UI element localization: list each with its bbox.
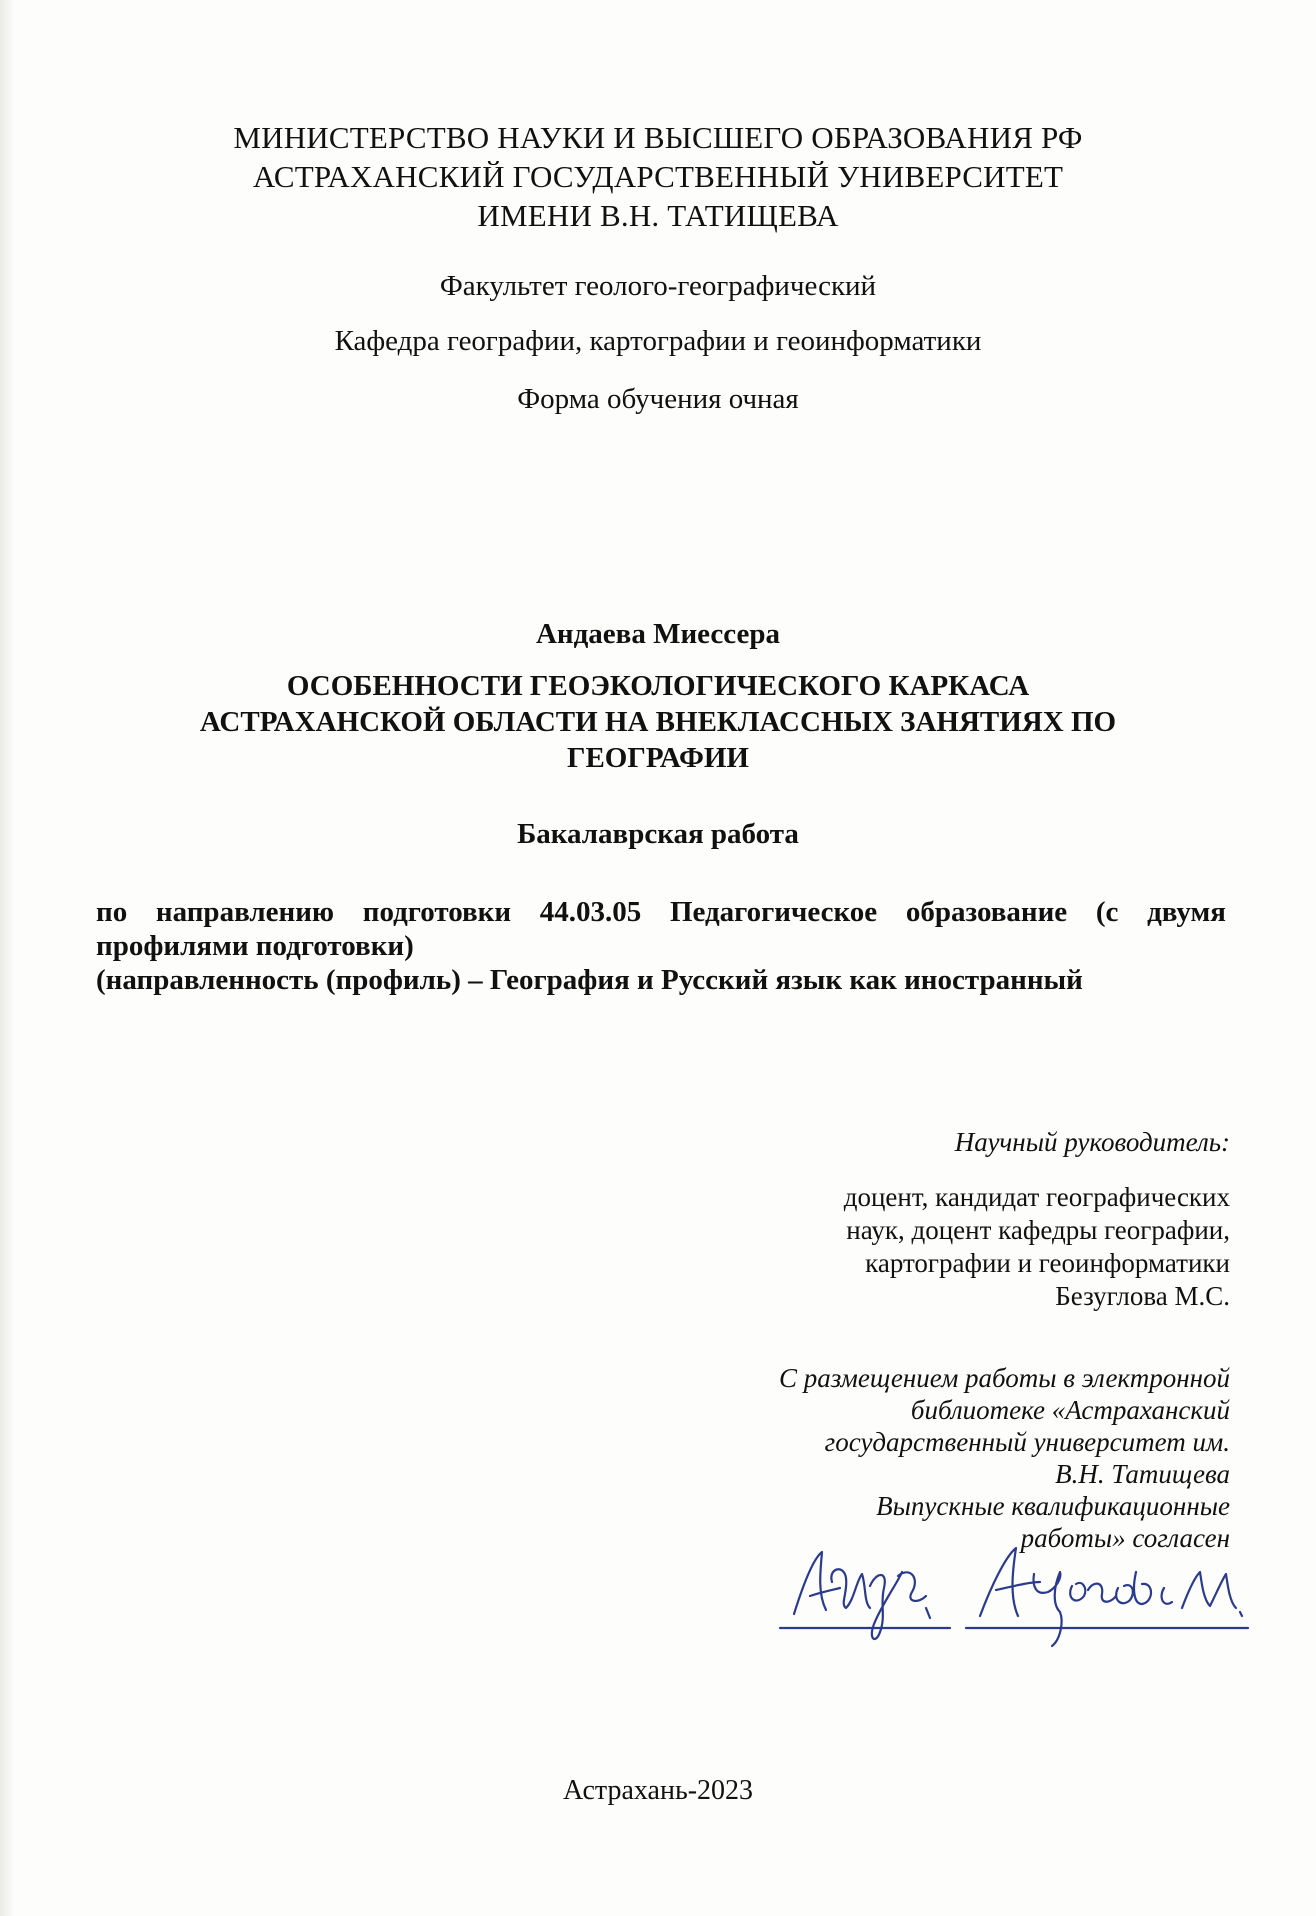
consent-line-3: государственный университет им. <box>824 1427 1230 1457</box>
direction-line-3: (направленность (профиль) – География и Русский язык как иностранный <box>96 964 1083 996</box>
handwritten-signature <box>770 1512 1250 1662</box>
title-line-3: ГЕОГРАФИИ <box>567 742 749 774</box>
consent-line-6: работы» согласен <box>1020 1523 1230 1553</box>
work-type: Бакалаврская работа <box>517 818 799 850</box>
thesis-title <box>0 668 1316 776</box>
supervisor-line-2: наук, доцент кафедры географии, <box>846 1215 1230 1245</box>
faculty: Факультет геолого-географический <box>439 270 877 302</box>
study-form: Форма обучения очная <box>517 383 799 415</box>
author-name: Андаева Миессера <box>535 618 780 650</box>
direction-line-1: по направлению подготовки 44.03.05 Педагогическое образование (с двумя <box>96 896 1226 928</box>
header-university: АСТРАХАНСКИЙ ГОСУДАРСТВЕННЫЙ УНИВЕРСИТЕТ <box>252 159 1064 194</box>
signature-drawing <box>770 1512 1250 1662</box>
supervisor-caption: Научный руководитель: <box>954 1127 1230 1157</box>
supervisor-name: Безуглова М.С. <box>1055 1281 1230 1311</box>
city-year: Астрахань-2023 <box>562 1775 754 1806</box>
consent-line-5: Выпускные квалификационные <box>876 1491 1230 1521</box>
ministry-header <box>0 118 1316 235</box>
consent-line-2: библиотеке «Астраханский <box>910 1395 1230 1425</box>
title-line-2: АСТРАХАНСКОЙ ОБЛАСТИ НА ВНЕКЛАССНЫХ ЗАНЯТИЯХ ПО <box>199 706 1117 738</box>
header-ministry: МИНИСТЕРСТВО НАУКИ И ВЫСШЕГО ОБРАЗОВАНИЯ РФ <box>233 120 1083 155</box>
title-line-1: ОСОБЕННОСТИ ГЕОЭКОЛОГИЧЕСКОГО КАРКАСА <box>286 670 1030 702</box>
supervisor-line-1: доцент, кандидат географических <box>843 1182 1230 1212</box>
supervisor-block <box>844 1126 1230 1313</box>
department: Кафедра географии, картографии и геоинформатики <box>334 325 982 357</box>
study-direction <box>96 895 1228 997</box>
consent-line-1: С размещением работы в электронной <box>778 1363 1230 1393</box>
consent-line-4: В.Н. Татищева <box>1055 1459 1230 1489</box>
supervisor-line-3: картографии и геоинформатики <box>865 1248 1230 1278</box>
header-university-name: ИМЕНИ В.Н. ТАТИЩЕВА <box>477 198 839 233</box>
direction-line-2: профилями подготовки) <box>96 930 414 962</box>
